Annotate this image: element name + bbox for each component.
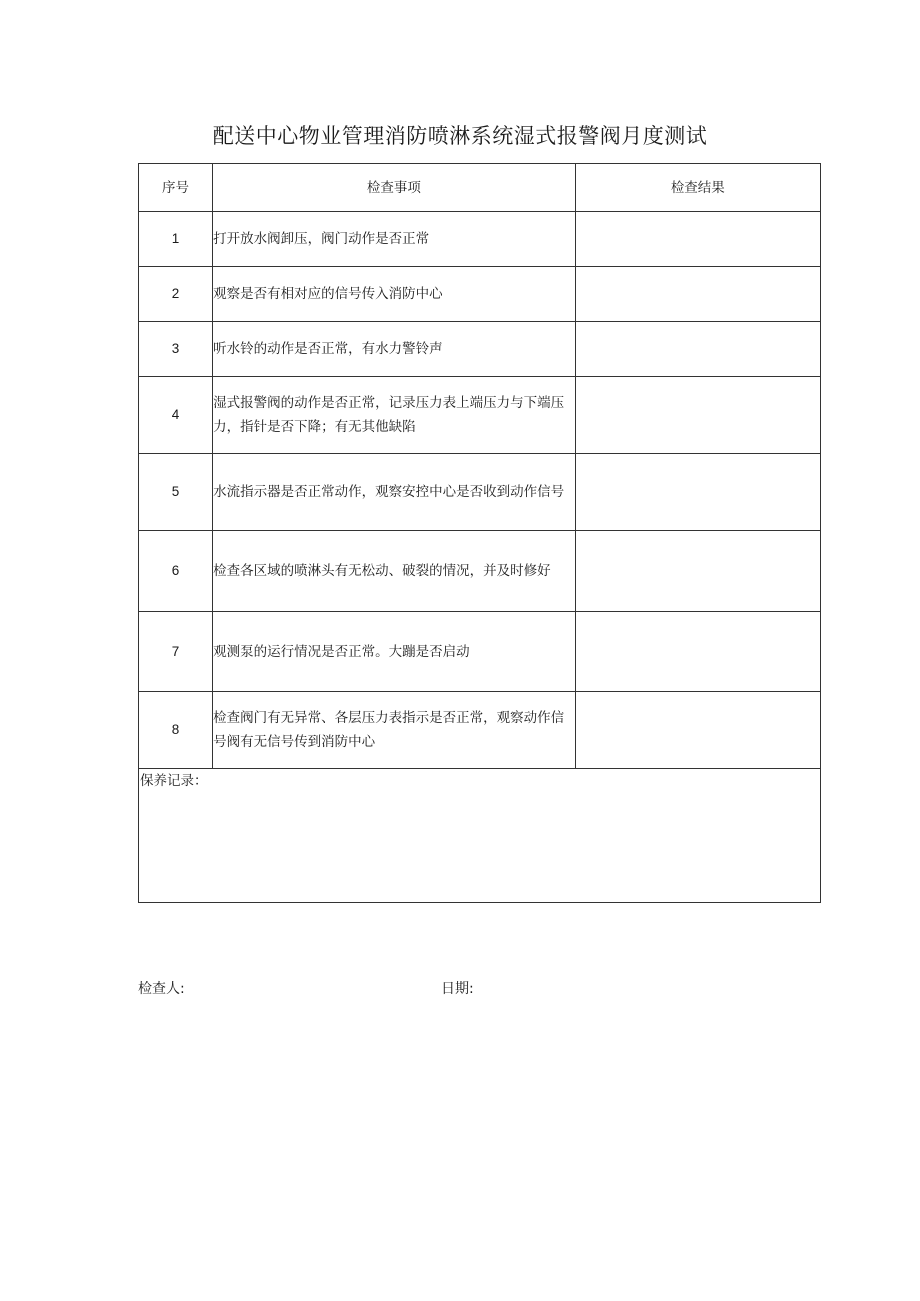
row-number: 4: [139, 377, 213, 454]
row-result-field[interactable]: [575, 612, 820, 692]
row-inspection-item: 湿式报警阀的动作是否正常，记录压力表上端压力与下端压力，指针是否下降；有无其他缺陷: [213, 377, 576, 454]
date-signature: [441, 978, 474, 998]
table-row: [139, 692, 821, 769]
row-result-field[interactable]: [575, 322, 820, 377]
row-inspection-item: 打开放水阀卸压，阀门动作是否正常: [213, 212, 576, 267]
row-result-field[interactable]: [575, 692, 820, 769]
header-serial-number: 序号: [139, 164, 213, 212]
row-number: 6: [139, 531, 213, 612]
table-row: [139, 322, 821, 377]
inspector-label: 检查人:: [138, 981, 185, 997]
row-result-field[interactable]: [575, 267, 820, 322]
table-row: [139, 531, 821, 612]
remarks-row: [139, 769, 821, 903]
table-header-row: [139, 164, 821, 212]
row-number: 8: [139, 692, 213, 769]
maintenance-record-label: 保养记录：: [140, 773, 208, 789]
row-number: 5: [139, 454, 213, 531]
row-result-field[interactable]: [575, 377, 820, 454]
page-title: 配送中心物业管理消防喷淋系统湿式报警阀月度测试: [212, 124, 708, 148]
row-inspection-item: 检查各区域的喷淋头有无松动、破裂的情况，并及时修好: [213, 531, 576, 612]
table-row: [139, 377, 821, 454]
header-inspection-item: 检查事项: [213, 164, 576, 212]
row-inspection-item: 观察是否有相对应的信号传入消防中心: [213, 267, 576, 322]
maintenance-record-field[interactable]: [139, 769, 821, 903]
row-number: 1: [139, 212, 213, 267]
row-number: 7: [139, 612, 213, 692]
date-label: 日期:: [441, 981, 474, 997]
table-row: [139, 267, 821, 322]
row-result-field[interactable]: [575, 212, 820, 267]
table-row: [139, 612, 821, 692]
row-inspection-item: 水流指示器是否正常动作，观察安控中心是否收到动作信号: [213, 454, 576, 531]
row-inspection-item: 听水铃的动作是否正常，有水力警铃声: [213, 322, 576, 377]
row-number: 2: [139, 267, 213, 322]
row-result-field[interactable]: [575, 531, 820, 612]
row-result-field[interactable]: [575, 454, 820, 531]
header-inspection-result: 检查结果: [575, 164, 820, 212]
table-row: [139, 212, 821, 267]
table-row: [139, 454, 821, 531]
inspection-table: [138, 163, 821, 903]
inspector-signature: [138, 978, 185, 998]
row-inspection-item: 检查阀门有无异常、各层压力表指示是否正常，观察动作信号阀有无信号传到消防中心: [213, 692, 576, 769]
row-inspection-item: 观测泵的运行情况是否正常。大蹦是否启动: [213, 612, 576, 692]
row-number: 3: [139, 322, 213, 377]
